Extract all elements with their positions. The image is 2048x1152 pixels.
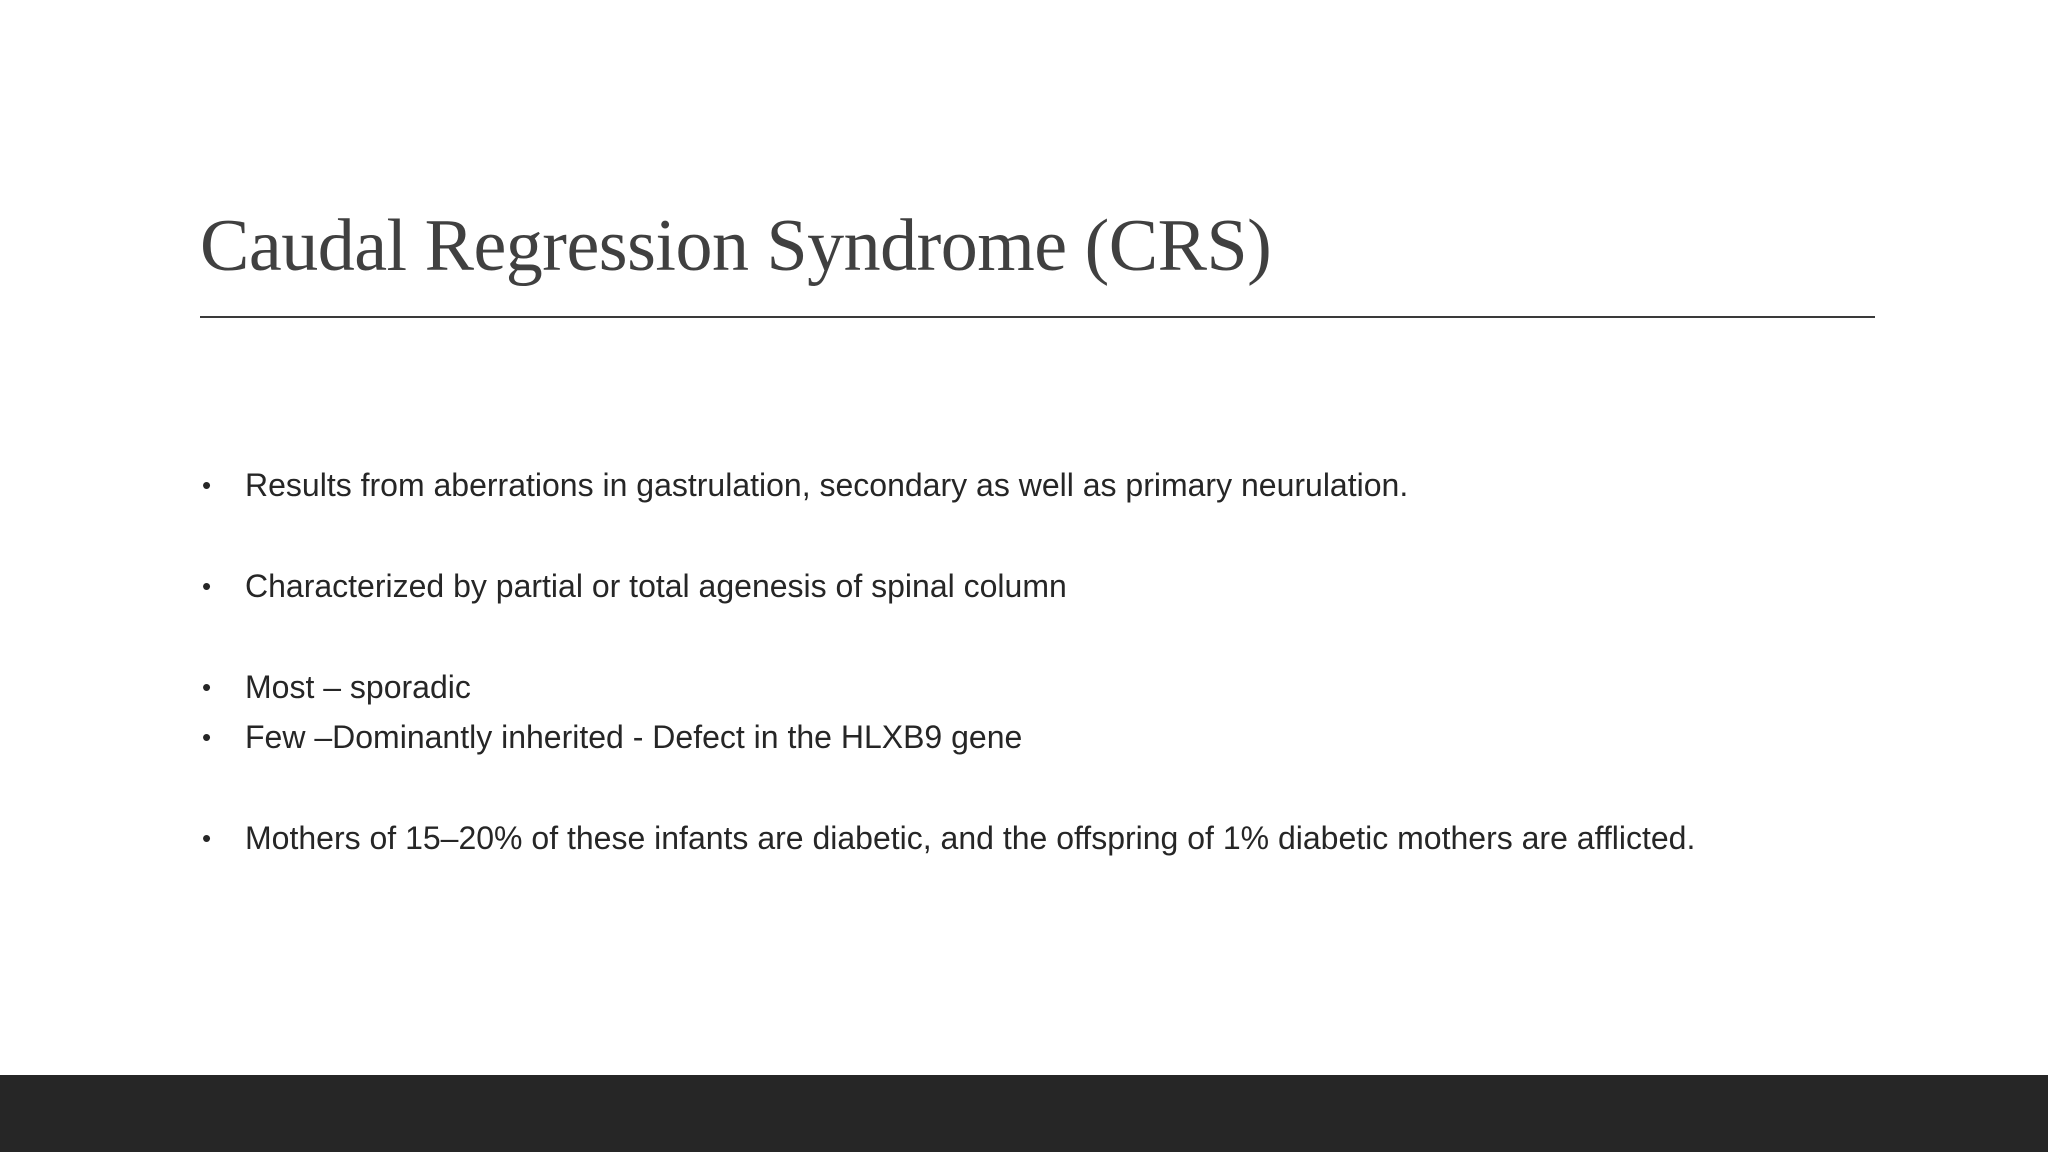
bullet-list xyxy=(200,460,1900,863)
bullet-text: Most – sporadic xyxy=(245,669,471,705)
bullet-text: Results from aberrations in gastrulation, secondary as well as primary neurulation. xyxy=(245,467,1409,503)
bullet-item xyxy=(200,561,1900,611)
bullet-item xyxy=(200,712,1900,762)
bullet-item xyxy=(200,460,1900,510)
bullet-marker: • xyxy=(202,672,212,702)
bullet-text: Few –Dominantly inherited - Defect in the HLXB9 gene xyxy=(245,719,1023,755)
title-divider xyxy=(200,316,1875,318)
bullet-item xyxy=(200,813,1900,863)
bullet-marker: • xyxy=(202,722,212,752)
bullet-marker: • xyxy=(202,823,212,853)
slide-title: Caudal Regression Syndrome (CRS) xyxy=(200,205,1272,287)
bullet-marker: • xyxy=(202,470,212,500)
bullet-marker: • xyxy=(202,571,212,601)
bullet-text: Characterized by partial or total agenesis of spinal column xyxy=(245,568,1067,604)
footer-bar xyxy=(0,1075,2048,1152)
bullet-item xyxy=(200,662,1900,712)
bullet-text: Mothers of 15–20% of these infants are diabetic, and the offspring of 1% diabetic mothers are afflicted. xyxy=(245,820,1696,856)
